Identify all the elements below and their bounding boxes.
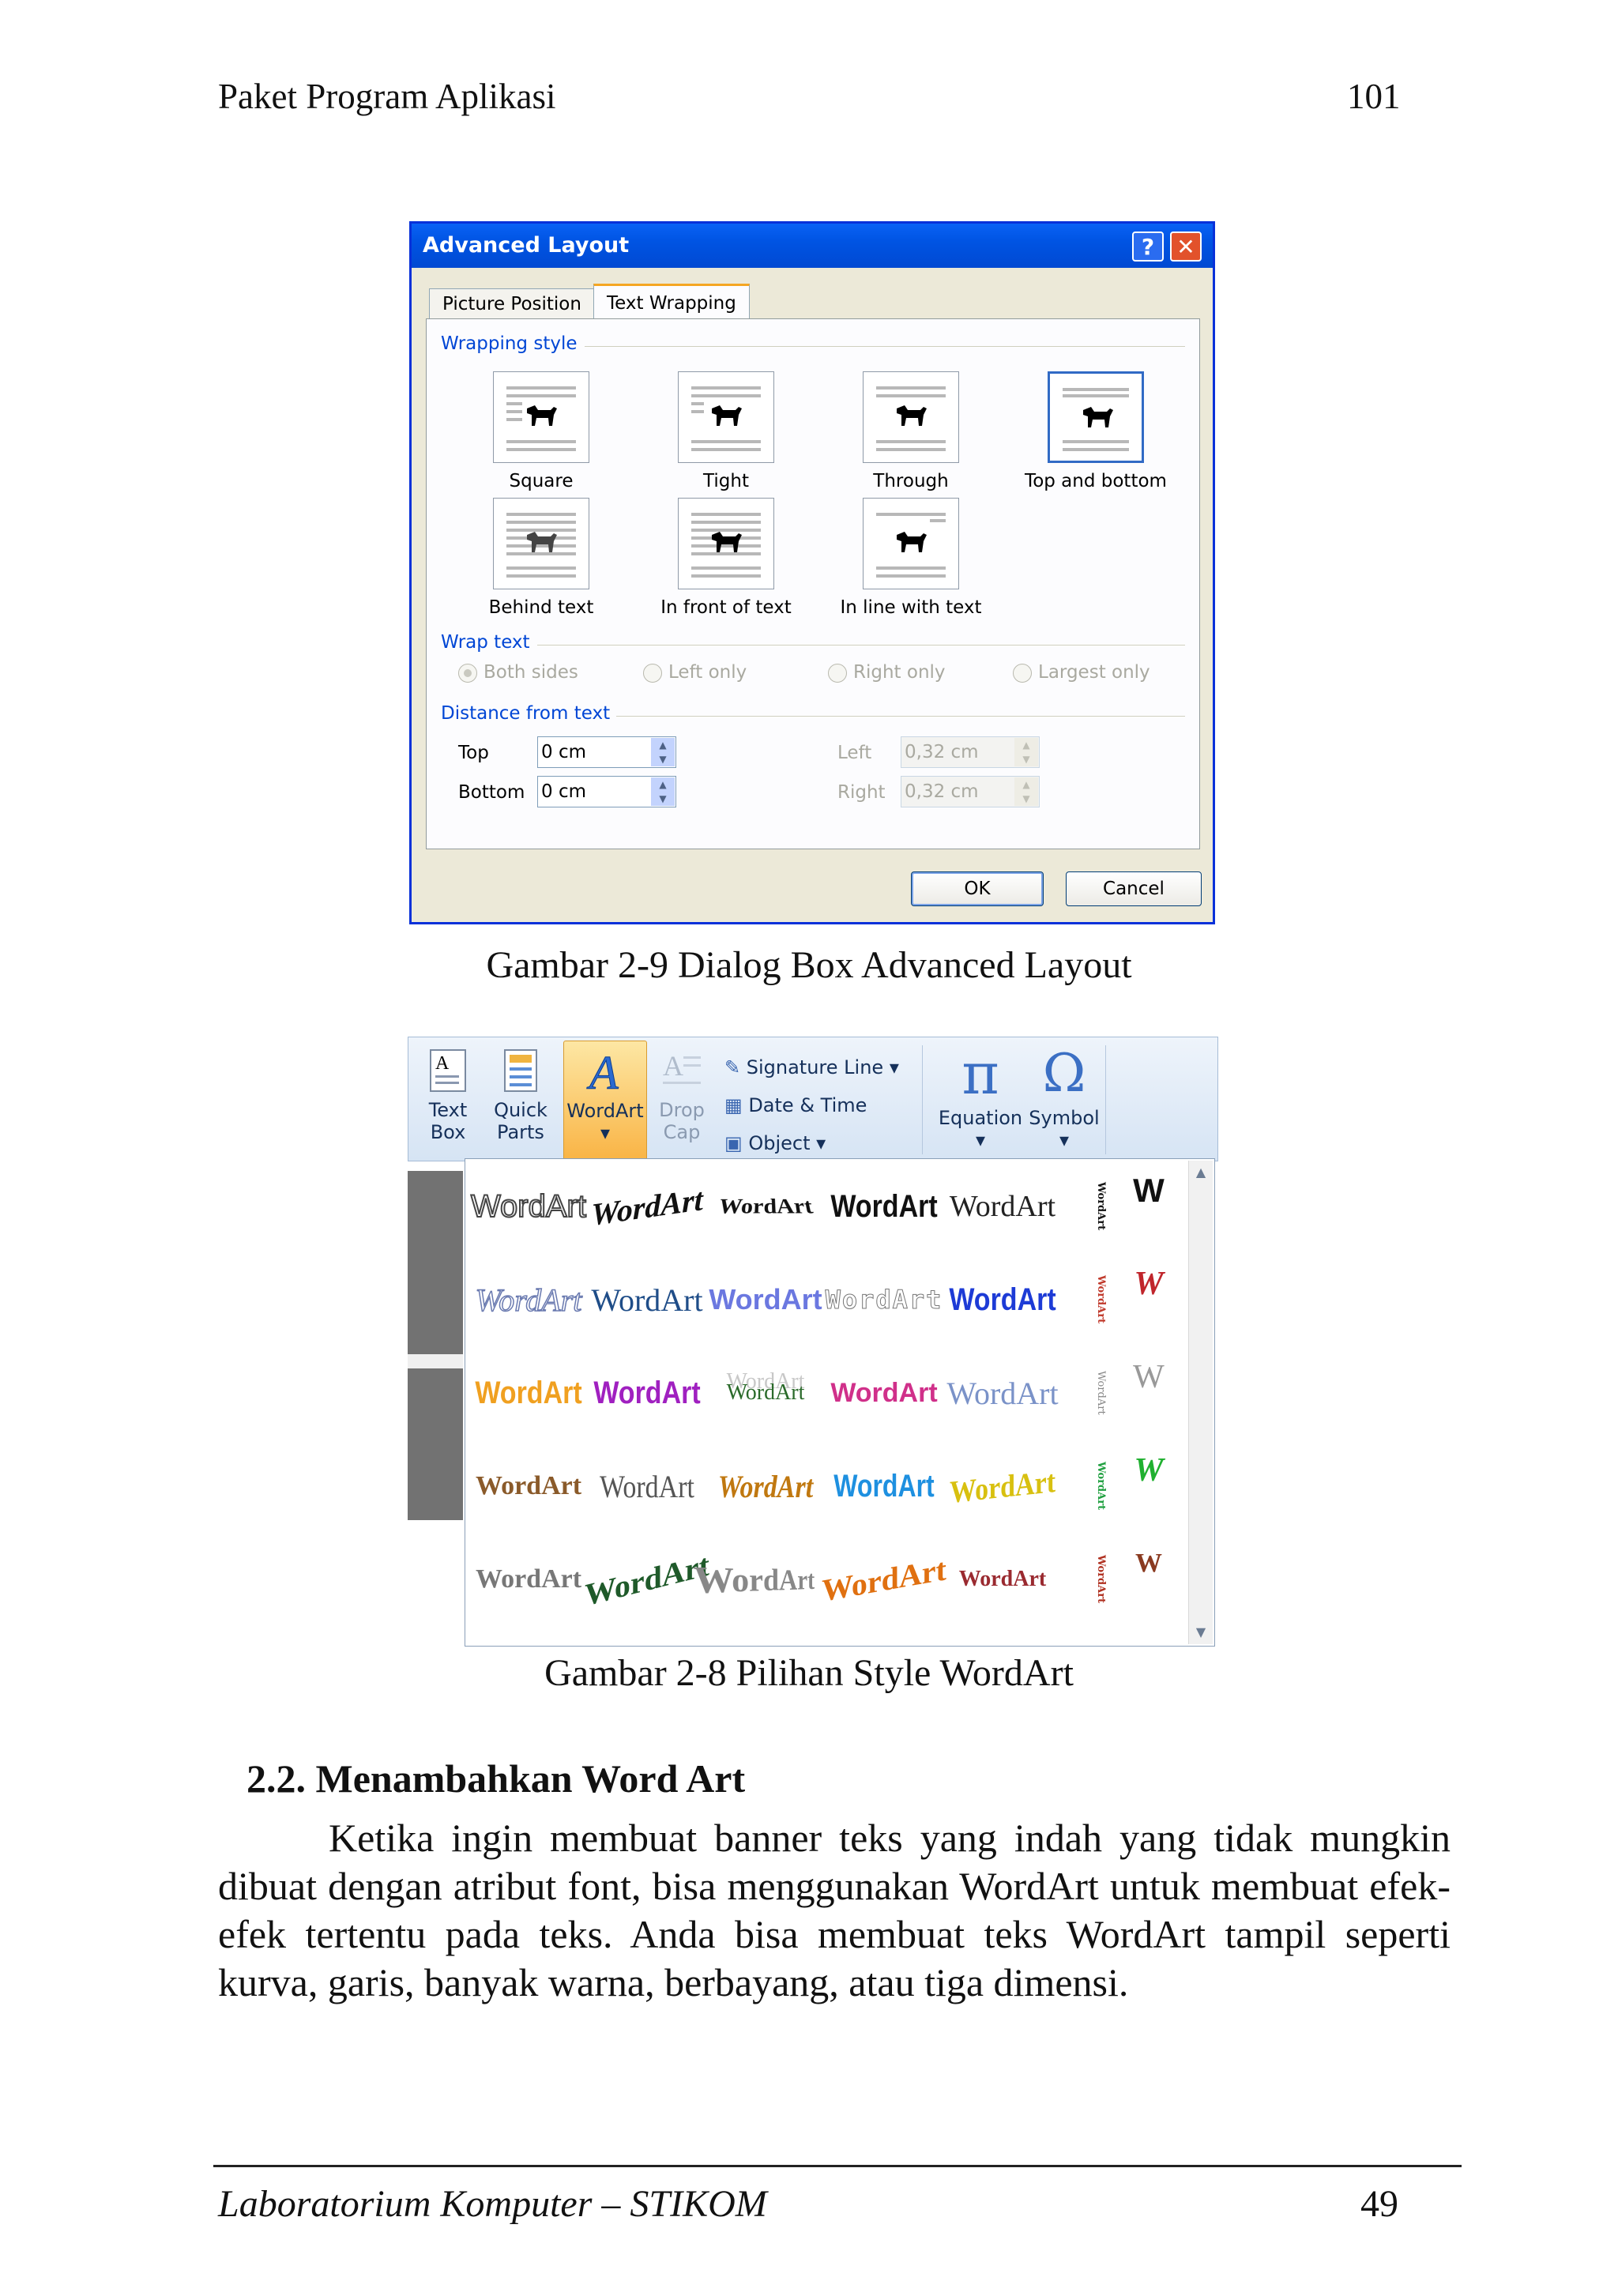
quick-parts-button[interactable]: Quick Parts bbox=[487, 1041, 554, 1143]
wordart-gallery-figure bbox=[408, 1037, 1218, 1650]
text-box-button[interactable]: A Text Box bbox=[416, 1041, 480, 1143]
figure-caption-2: Gambar 2-8 Pilihan Style WordArt bbox=[544, 1652, 1074, 1694]
wordart-style-35[interactable]: W bbox=[1135, 1549, 1162, 1578]
wordart-style-25[interactable]: WordArt bbox=[833, 1468, 935, 1504]
wordart-style-33[interactable]: WordArt bbox=[958, 1567, 1047, 1591]
wrap-tight-option[interactable] bbox=[678, 371, 774, 463]
date-time-button[interactable]: ▦ Date & Time bbox=[724, 1094, 867, 1116]
wordart-style-19[interactable]: WordArt bbox=[946, 1375, 1059, 1411]
object-button[interactable]: ▣ Object ▾ bbox=[724, 1132, 826, 1154]
dialog-title: Advanced Layout bbox=[412, 224, 1213, 268]
wordart-style-24[interactable]: WordArt bbox=[717, 1468, 814, 1504]
wordart-style-28[interactable]: W bbox=[1134, 1452, 1164, 1489]
wordart-style-3[interactable]: WordArt bbox=[716, 1195, 815, 1219]
drop-cap-icon bbox=[660, 1047, 704, 1094]
bottom-label: Bottom bbox=[458, 782, 525, 803]
right-distance-field[interactable]: 0,32 cm ▲ ▼ bbox=[901, 776, 1040, 807]
wordart-style-7[interactable]: W bbox=[1133, 1172, 1165, 1209]
wordart-style-1[interactable]: WordArt bbox=[471, 1188, 586, 1224]
wordart-style-21[interactable]: W bbox=[1133, 1359, 1165, 1395]
help-button[interactable]: ? bbox=[1132, 231, 1164, 262]
tab-picture-position[interactable]: Picture Position bbox=[429, 288, 595, 319]
svg-text:A: A bbox=[435, 1053, 450, 1074]
distance-from-text-label: Distance from text bbox=[441, 703, 611, 724]
wordart-style-30[interactable]: WordArt bbox=[585, 1545, 709, 1613]
wordart-style-29[interactable]: WordArt bbox=[475, 1564, 582, 1594]
wordart-style-gallery bbox=[465, 1158, 1215, 1647]
body-paragraph: Ketika ingin membuat banner teks yang indah yang tidak mungkin dibuat dengan atribut font, bisa menggunakan WordArt untuk membuat efek-efek tertentu pada teks. Anda bisa membuat teks WordArt tampil seperti kurva, garis, banyak warna, berbayang, atau tiga dimensi. bbox=[218, 1816, 1451, 2004]
footer-title: Laboratorium Komputer – STIKOM bbox=[218, 2183, 767, 2225]
dog-icon bbox=[894, 525, 928, 557]
signature-line-button[interactable]: ✎ Signature Line ▾ bbox=[724, 1056, 899, 1078]
section-heading: 2.2. Menambahkan Word Art bbox=[246, 1756, 746, 1801]
spin-arrows-icon[interactable]: ▲ ▼ bbox=[1014, 738, 1038, 766]
pi-icon: π bbox=[961, 1041, 999, 1107]
scroll-up-icon[interactable]: ▲ bbox=[1195, 1165, 1206, 1180]
wordart-style-13[interactable]: WordArt bbox=[1095, 1275, 1107, 1324]
text-wrapping-panel bbox=[426, 318, 1200, 849]
chevron-down-icon: ▾ bbox=[600, 1122, 611, 1144]
bottom-distance-field[interactable]: 0 cm ▲ ▼ bbox=[537, 776, 676, 807]
wrap-text-label: Wrap text bbox=[441, 632, 530, 653]
wrap-tight-label: Tight bbox=[703, 471, 749, 491]
radio-both-sides[interactable]: Both sides bbox=[458, 662, 578, 683]
chevron-down-icon: ▾ bbox=[889, 1056, 899, 1078]
gallery-scrollbar[interactable] bbox=[1188, 1161, 1213, 1644]
wrap-in-front-label: In front of text bbox=[660, 597, 792, 618]
dog-icon bbox=[709, 399, 743, 431]
chevron-down-icon: ▾ bbox=[1059, 1129, 1070, 1151]
object-icon: ▣ bbox=[724, 1132, 743, 1154]
radio-largest-only[interactable]: Largest only bbox=[1013, 662, 1150, 683]
spin-arrows-icon[interactable]: ▲ ▼ bbox=[651, 777, 675, 806]
wordart-style-4[interactable]: WordArt bbox=[830, 1188, 938, 1224]
wrap-square-label: Square bbox=[509, 471, 574, 491]
right-label: Right bbox=[837, 782, 886, 803]
running-header-page: 101 bbox=[1347, 77, 1401, 116]
radio-right-only[interactable]: Right only bbox=[828, 662, 946, 683]
figure-caption-1: Gambar 2-9 Dialog Box Advanced Layout bbox=[486, 944, 1132, 986]
omega-icon: Ω bbox=[1042, 1043, 1086, 1104]
running-header-title: Paket Program Aplikasi bbox=[218, 77, 556, 116]
close-button[interactable]: ✕ bbox=[1170, 231, 1202, 262]
wordart-style-18[interactable]: WordArt bbox=[830, 1377, 938, 1408]
wordart-style-6[interactable]: WordArt bbox=[1095, 1182, 1107, 1231]
wrap-in-front-option[interactable] bbox=[678, 498, 774, 589]
cancel-button[interactable]: Cancel bbox=[1066, 871, 1202, 906]
small-buttons-group bbox=[724, 1048, 899, 1162]
advanced-layout-dialog bbox=[409, 221, 1215, 924]
wrap-through-option[interactable] bbox=[863, 371, 959, 463]
wordart-style-12[interactable]: WordArt bbox=[949, 1282, 1056, 1317]
wordart-style-20[interactable]: WordArt bbox=[1095, 1371, 1107, 1415]
wordart-style-27[interactable]: WordArt bbox=[1095, 1462, 1107, 1511]
text-box-icon bbox=[426, 1047, 470, 1094]
wordart-style-2[interactable]: WordArt bbox=[591, 1180, 703, 1233]
wordart-style-8[interactable]: WordArt bbox=[475, 1282, 582, 1318]
signature-icon: ✎ bbox=[724, 1056, 741, 1078]
left-distance-field[interactable]: 0,32 cm ▲ ▼ bbox=[901, 736, 1040, 768]
footer-rule bbox=[213, 2165, 1462, 2167]
ribbon-insert-text-group bbox=[408, 1037, 1218, 1161]
wrap-behind-text-label: Behind text bbox=[488, 597, 594, 618]
ok-button[interactable]: OK bbox=[911, 871, 1044, 906]
wrap-top-bottom-option[interactable] bbox=[1048, 371, 1144, 463]
svg-text:A: A bbox=[663, 1050, 683, 1082]
wordart-style-11[interactable]: WordArt bbox=[825, 1285, 943, 1315]
chevron-down-icon: ▾ bbox=[816, 1132, 826, 1154]
spin-arrows-icon[interactable]: ▲ ▼ bbox=[651, 738, 675, 766]
scroll-down-icon[interactable]: ▼ bbox=[1195, 1624, 1206, 1639]
wrap-top-bottom-label: Top and bottom bbox=[1025, 471, 1167, 491]
dog-icon bbox=[894, 399, 928, 431]
chevron-down-icon: ▾ bbox=[975, 1129, 986, 1151]
wordart-style-31[interactable]: WordArt bbox=[693, 1557, 815, 1602]
wordart-style-5[interactable]: WordArt bbox=[949, 1190, 1056, 1223]
wrap-inline-label: In line with text bbox=[840, 597, 982, 618]
left-label: Left bbox=[837, 743, 872, 763]
dog-icon bbox=[524, 525, 559, 557]
wordart-style-14[interactable]: W bbox=[1134, 1266, 1164, 1302]
quick-parts-icon bbox=[499, 1047, 543, 1094]
wrap-square-option[interactable] bbox=[493, 371, 589, 463]
spin-arrows-icon[interactable]: ▲ ▼ bbox=[1014, 777, 1038, 806]
wordart-style-16[interactable]: WordArt bbox=[593, 1375, 701, 1410]
wordart-button[interactable]: A WordArt ▾ bbox=[563, 1041, 647, 1161]
svg-text:A: A bbox=[589, 1047, 619, 1099]
wrapping-style-label: Wrapping style bbox=[441, 333, 578, 354]
wordart-style-23[interactable]: WordArt bbox=[599, 1468, 695, 1504]
top-label: Top bbox=[458, 743, 489, 763]
wrap-through-label: Through bbox=[873, 471, 949, 491]
wrap-inline-option[interactable] bbox=[863, 498, 959, 589]
document-background bbox=[408, 1171, 463, 1520]
symbol-button[interactable]: Ω Symbol ▾ bbox=[1028, 1041, 1101, 1151]
wordart-style-22[interactable]: WordArt bbox=[475, 1471, 582, 1500]
calendar-icon: ▦ bbox=[724, 1094, 743, 1116]
wordart-style-26[interactable]: WordArt bbox=[949, 1462, 1056, 1510]
dog-icon bbox=[1080, 401, 1115, 432]
dog-icon bbox=[709, 525, 743, 557]
wordart-style-32[interactable]: WordArt bbox=[822, 1550, 946, 1609]
equation-button[interactable]: π Equation ▾ bbox=[935, 1041, 1026, 1151]
wrap-behind-text-option[interactable] bbox=[493, 498, 589, 589]
wordart-icon bbox=[583, 1047, 627, 1099]
wordart-style-10[interactable]: WordArt bbox=[709, 1283, 822, 1315]
drop-cap-button[interactable]: A Drop Cap bbox=[650, 1041, 713, 1143]
top-distance-field[interactable]: 0 cm ▲ ▼ bbox=[537, 736, 676, 768]
dog-icon bbox=[524, 399, 559, 431]
wordart-style-17[interactable]: WordArt bbox=[726, 1380, 805, 1405]
wordart-style-34[interactable]: WordArt bbox=[1095, 1555, 1107, 1604]
wordart-style-15[interactable]: WordArt bbox=[475, 1375, 582, 1410]
radio-left-only[interactable]: Left only bbox=[643, 662, 747, 683]
footer-page-number: 49 bbox=[1360, 2183, 1398, 2225]
tab-text-wrapping[interactable]: Text Wrapping bbox=[593, 284, 750, 321]
wordart-style-9[interactable]: WordArt bbox=[591, 1282, 703, 1318]
